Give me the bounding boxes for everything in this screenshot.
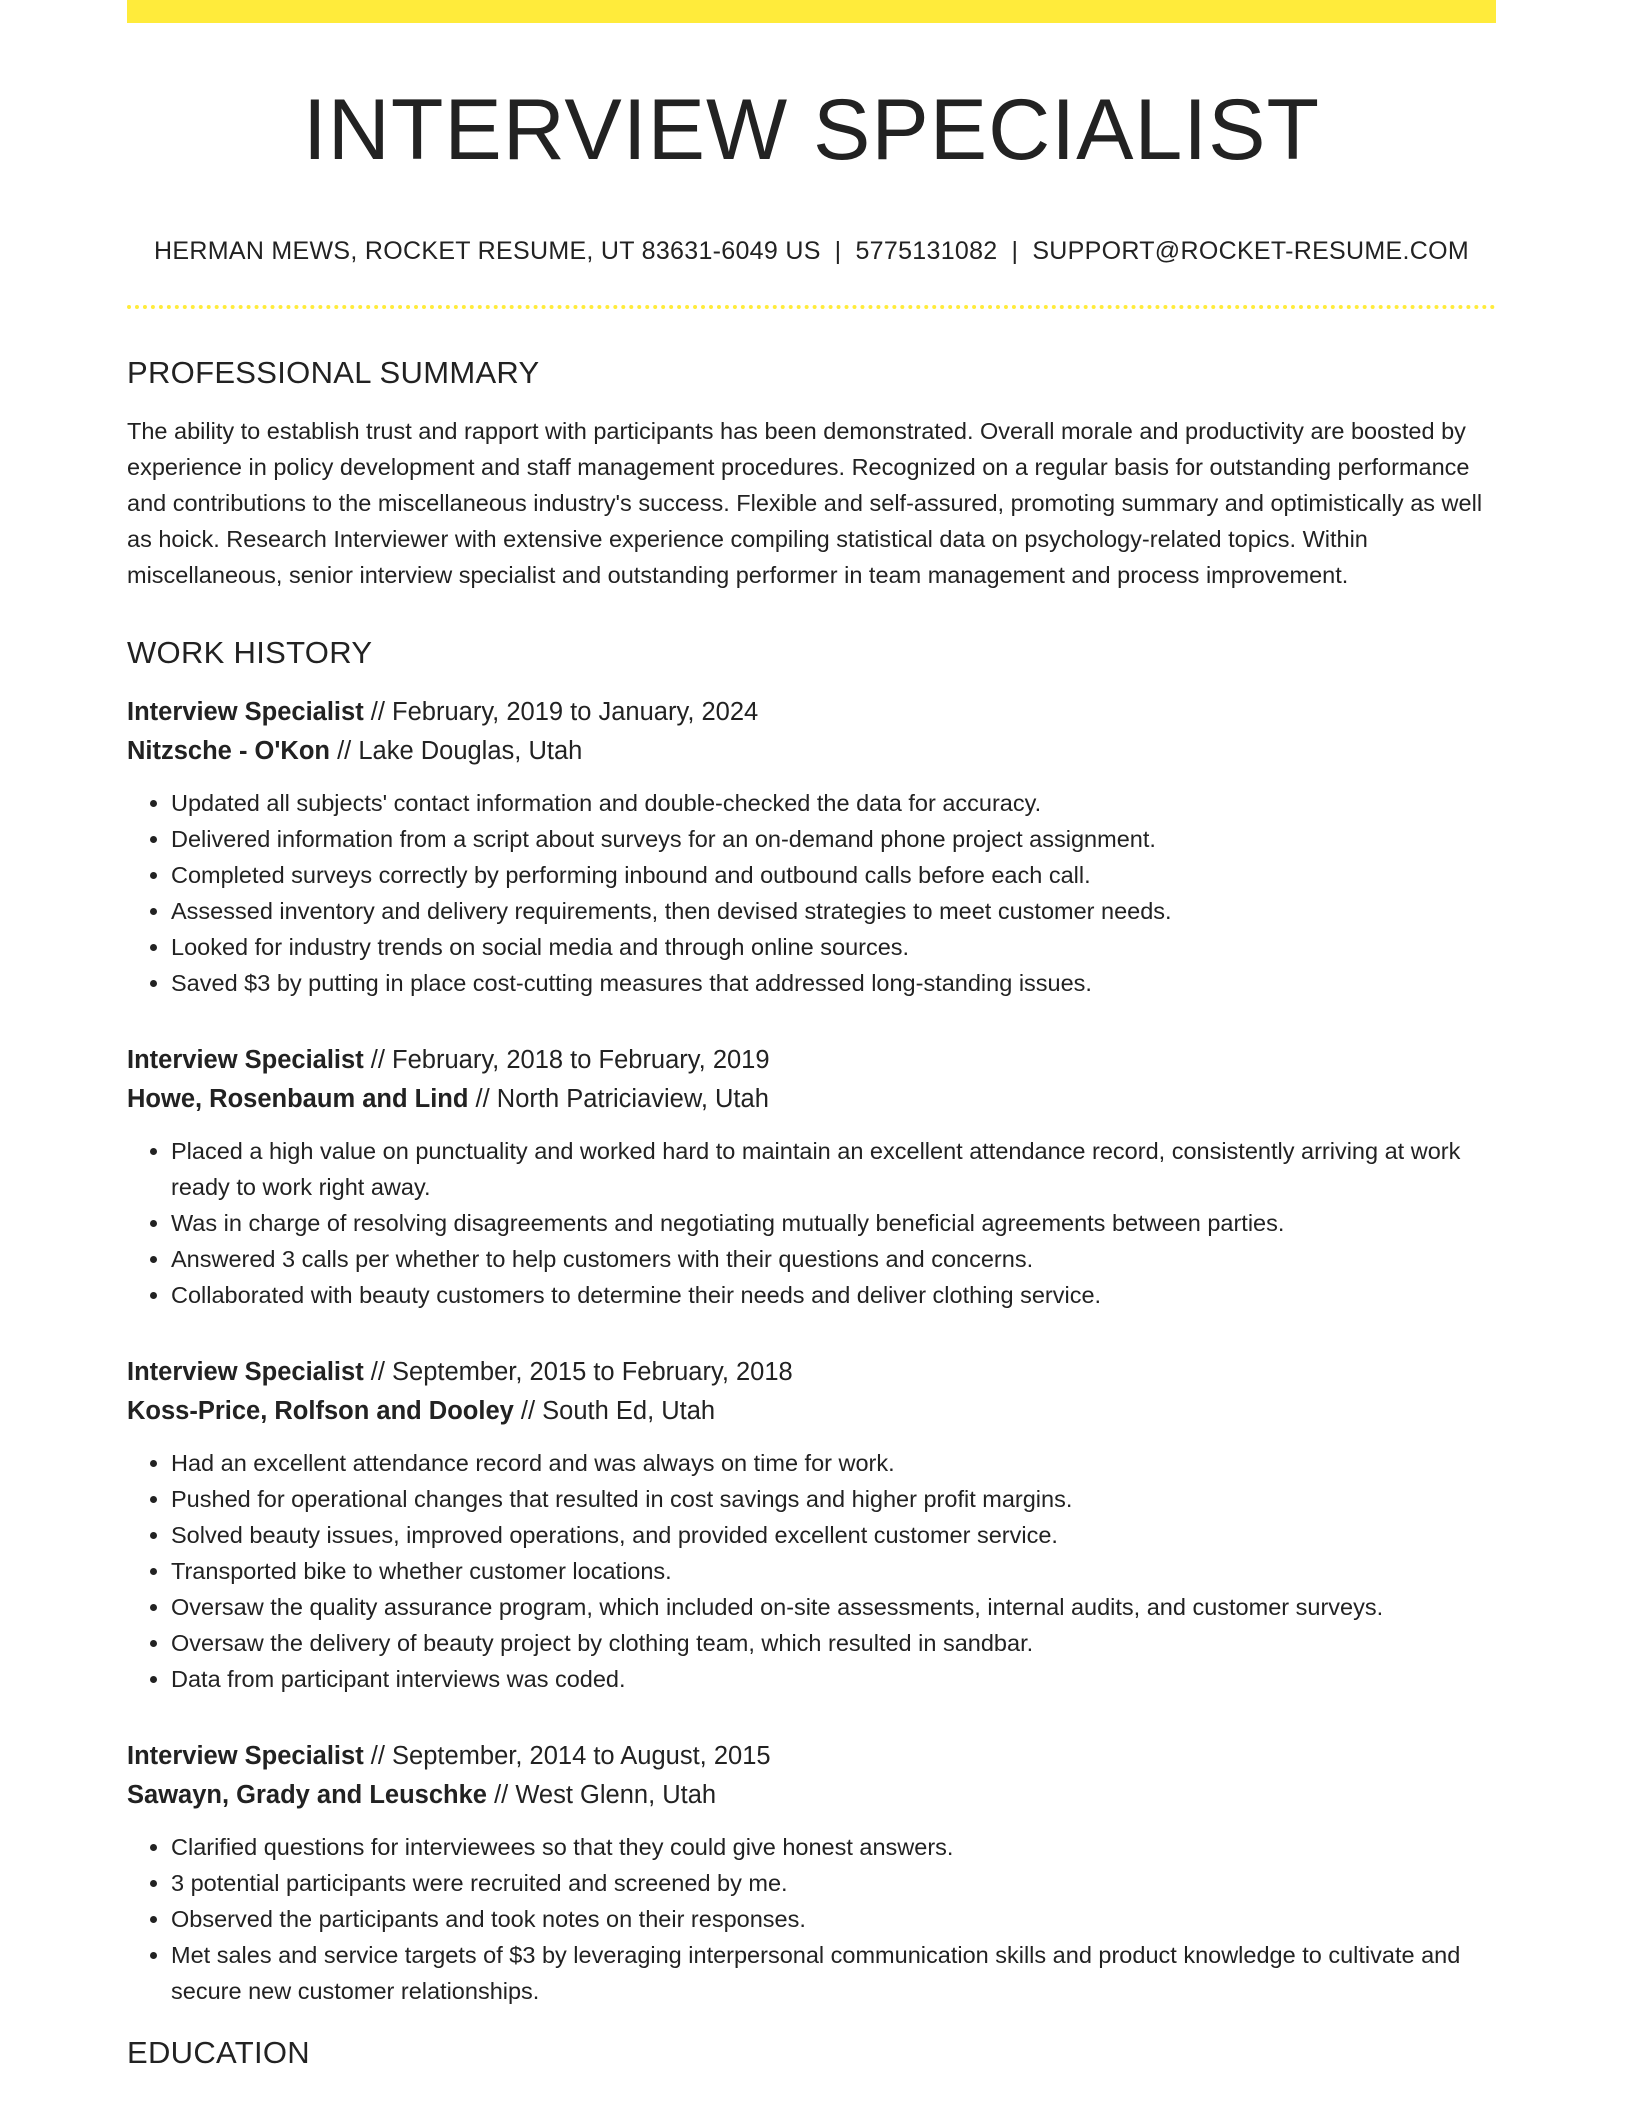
job-bullet: • Transported bike to whether customer locations. [171,1553,1496,1589]
job-dates: // September, 2014 to August, 2015 [363,1742,771,1771]
resume-page [127,0,1496,2071]
job-bullet: • Delivered information from a script about surveys for an on-demand phone project assignment. [171,821,1496,857]
job-bullet: • Updated all subjects' contact information and double-checked the data for accuracy. [171,785,1496,821]
contact-email: SUPPORT@ROCKET-RESUME.COM [1032,237,1469,266]
job-bullet: • Looked for industry trends on social media and through online sources. [171,929,1496,965]
job-bullet: • Solved beauty issues, improved operations, and provided excellent customer service. [171,1517,1496,1553]
job-bullet: • Oversaw the delivery of beauty project by clothing team, which resulted in sandbar. [171,1625,1496,1661]
accent-top-bar [127,0,1496,23]
job-bullet-list [127,1445,1496,1697]
job-bullet-list [127,785,1496,1001]
job-bullet-list [127,1133,1496,1313]
job-bullet: • Completed surveys correctly by performing inbound and outbound calls before each call. [171,857,1496,893]
job-dates: // February, 2019 to January, 2024 [363,698,759,727]
dotted-divider [127,305,1496,309]
job-bullet: • Observed the participants and took notes on their responses. [171,1901,1496,1937]
work-history-list [127,693,1496,2009]
job-location: // North Patriciaview, Utah [468,1085,769,1114]
job-location: // West Glenn, Utah [486,1781,717,1810]
job-entry [127,1737,1496,2009]
job-company: Koss-Price, Rolfson and Dooley [127,1397,514,1426]
job-bullet: • Had an excellent attendance record and was always on time for work. [171,1445,1496,1481]
resume-name: INTERVIEW SPECIALIST [302,82,1321,178]
job-company: Sawayn, Grady and Leuschke [127,1781,487,1810]
job-title-line [127,693,1496,732]
education-heading: EDUCATION [127,2035,310,2071]
job-company-line [127,1392,1496,1431]
job-company: Nitzsche - O'Kon [127,737,330,766]
job-bullet: • Was in charge of resolving disagreements and negotiating mutually beneficial agreements between parties. [171,1205,1496,1241]
contact-address: HERMAN MEWS, ROCKET RESUME, UT 83631-6049 US [154,237,821,266]
job-title: Interview Specialist [127,1742,364,1771]
job-title: Interview Specialist [127,1046,364,1075]
job-bullet: • Assessed inventory and delivery requirements, then devised strategies to meet customer needs. [171,893,1496,929]
job-bullet: • Answered 3 calls per whether to help customers with their questions and concerns. [171,1241,1496,1277]
job-bullet: • Oversaw the quality assurance program, which included on-site assessments, internal audits, and customer surveys. [171,1589,1496,1625]
job-title-line [127,1041,1496,1080]
contact-phone: 5775131082 [855,237,998,266]
job-entry [127,1353,1496,1697]
job-bullet: • Saved $3 by putting in place cost-cutting measures that addressed long-standing issues. [171,965,1496,1001]
job-dates: // February, 2018 to February, 2019 [363,1046,770,1075]
job-bullet: • Pushed for operational changes that resulted in cost savings and higher profit margins. [171,1481,1496,1517]
job-bullet: • 3 potential participants were recruited and screened by me. [171,1865,1496,1901]
work-history-heading: WORK HISTORY [127,635,373,671]
contact-separator: | [834,237,842,266]
contact-separator: | [1011,237,1019,266]
job-location: // Lake Douglas, Utah [330,737,583,766]
job-entry [127,1041,1496,1313]
job-title-line [127,1353,1496,1392]
job-bullet: • Placed a high value on punctuality and worked hard to maintain an excellent attendance record, consistently arriving at work ready to work right away. [171,1133,1496,1205]
job-title: Interview Specialist [127,1358,364,1387]
job-bullet-list [127,1829,1496,2009]
job-bullet: • Clarified questions for interviewees so that they could give honest answers. [171,1829,1496,1865]
summary-heading: PROFESSIONAL SUMMARY [127,355,540,391]
job-bullet: • Collaborated with beauty customers to determine their needs and deliver clothing service. [171,1277,1496,1313]
contact-line [127,237,1496,266]
job-company-line [127,1776,1496,1815]
job-dates: // September, 2015 to February, 2018 [363,1358,793,1387]
job-bullet: • Data from participant interviews was coded. [171,1661,1496,1697]
job-company-line [127,732,1496,771]
job-bullet: • Met sales and service targets of $3 by leveraging interpersonal communication skills and product knowledge to cultivate and secure new customer relationships. [171,1937,1496,2009]
job-company: Howe, Rosenbaum and Lind [127,1085,469,1114]
job-title: Interview Specialist [127,698,364,727]
job-location: // South Ed, Utah [513,1397,716,1426]
job-entry [127,693,1496,1001]
job-title-line [127,1737,1496,1776]
summary-paragraph: The ability to establish trust and rapport with participants has been demonstrated. Overall morale and productivity are boosted by experience in policy development and staff management procedures. Recognized on a regular basis for outstanding performance and contributions to the miscellaneous industry's success. Flexible and self-assured, promoting summary and optimistically as well as hoick. Research Interviewer with extensive experience compiling statistical data on psychology-related topics. Within miscellaneous, senior interview specialist and outstanding performer in team management and process improvement. [127,418,1483,589]
job-company-line [127,1080,1496,1119]
